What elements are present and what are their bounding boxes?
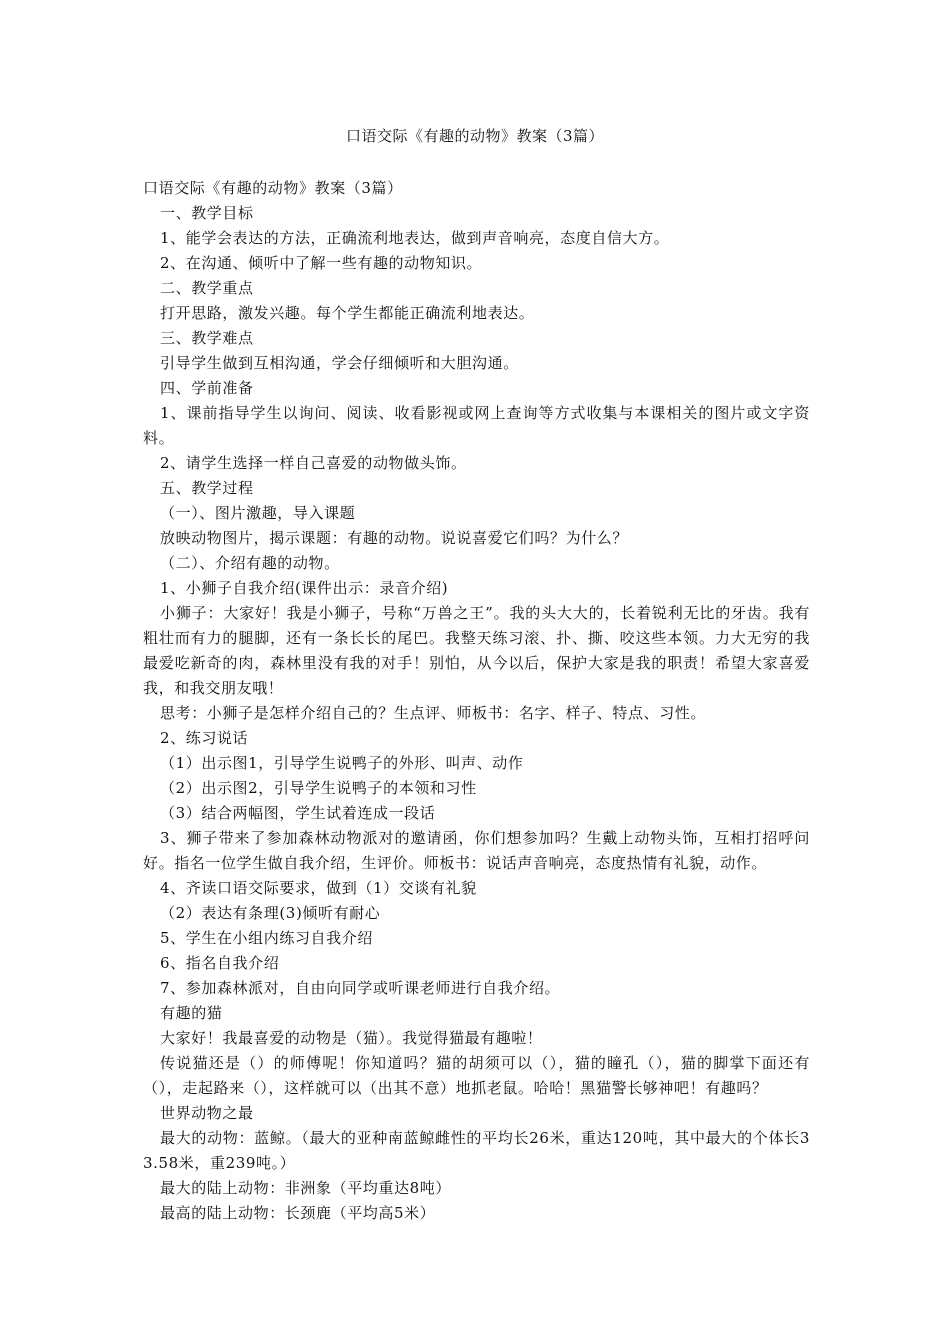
document-paragraph: 四、学前准备 (160, 379, 254, 397)
document-paragraph: 世界动物之最 (160, 1104, 254, 1122)
document-paragraph: 2、练习说话 (160, 729, 249, 747)
document-paragraph: 打开思路，激发兴趣。每个学生都能正确流利地表达。 (160, 304, 535, 322)
document-paragraph: 3、狮子带来了参加森林动物派对的邀请函，你们想参加吗？生戴上动物头饰，互相打招呼问好。指名一位学生做自我介绍，生评价。师板书：说话声音响亮，态度热情有礼貌，动作。 (143, 829, 810, 872)
document-paragraph: 最大的动物：蓝鲸。（最大的亚种南蓝鲸雌性的平均长26米，重达120吨，其中最大的个体长33.58米，重239吨。） (143, 1129, 810, 1172)
document-paragraph: 1、小狮子自我介绍(课件出示：录音介绍) (160, 579, 449, 597)
document-paragraph: 放映动物图片，揭示课题：有趣的动物。说说喜爱它们吗？为什么？ (160, 529, 629, 547)
document-paragraph: （3）结合两幅图，学生试着连成一段话 (160, 804, 436, 822)
document-paragraph: 6、指名自我介绍 (160, 954, 280, 972)
document-paragraph: （2）出示图2，引导学生说鸭子的本领和习性 (160, 779, 477, 797)
document-paragraph: 五、教学过程 (160, 479, 254, 497)
document-paragraph: 2、请学生选择一样自己喜爱的动物做头饰。 (160, 454, 467, 472)
document-paragraph: 传说猫还是（）的师傅呢！你知道吗？猫的胡须可以（），猫的瞳孔（），猫的脚掌下面还有（），走起路来（），这样就可以（出其不意）地抓老鼠。哈哈！黑猫警长够神吧！有趣吗？ (143, 1054, 810, 1097)
document-paragraph: 思考：小狮子是怎样介绍自己的？生点评、师板书：名字、样子、特点、习性。 (160, 704, 707, 722)
document-paragraph: 1、能学会表达的方法，正确流利地表达，做到声音响亮，态度自信大方。 (160, 229, 670, 247)
document-paragraph: 5、学生在小组内练习自我介绍 (160, 929, 373, 947)
document-paragraph: 2、在沟通、倾听中了解一些有趣的动物知识。 (160, 254, 483, 272)
document-paragraph: 最高的陆上动物：长颈鹿（平均高5米） (160, 1204, 436, 1222)
document-paragraph: 1、课前指导学生以询问、阅读、收看影视或网上查询等方式收集与本课相关的图片或文字资料。 (143, 404, 810, 447)
document-paragraph: 小狮子：大家好！我是小狮子，号称“万兽之王”。我的头大大的，长着锐利无比的牙齿。我有粗壮而有力的腿脚，还有一条长长的尾巴。我整天练习滚、扑、撕、咬这些本领。力大无穷的我最爱吃新奇的肉，森林里没有我的对手！别怕，从今以后，保护大家是我的职责！希望大家喜爱我，和我交朋友哦！ (143, 604, 810, 697)
document-paragraph: 引导学生做到互相沟通，学会仔细倾听和大胆沟通。 (160, 354, 519, 372)
document-paragraph: 大家好！我最喜爱的动物是（猫）。我觉得猫最有趣啦！ (160, 1029, 543, 1047)
document-paragraph: （1）出示图1，引导学生说鸭子的外形、叫声、动作 (160, 754, 524, 772)
document-paragraph: （二）、介绍有趣的动物。 (160, 554, 340, 572)
document-paragraph: 最大的陆上动物：非洲象（平均重达8吨） (160, 1179, 451, 1197)
document-paragraph: 7、参加森林派对，自由向同学或听课老师进行自我介绍。 (160, 979, 561, 997)
document-paragraph: 二、教学重点 (160, 279, 254, 297)
document-paragraph: 三、教学难点 (160, 329, 254, 347)
document-paragraph: 口语交际《有趣的动物》教案（3篇） (143, 179, 403, 197)
document-title: 口语交际《有趣的动物》教案（3篇） (345, 127, 605, 145)
document-paragraph: 4、齐读口语交际要求，做到（1）交谈有礼貌 (160, 879, 477, 897)
document-paragraph: （2）表达有条理(3)倾听有耐心 (160, 904, 381, 922)
document-body (143, 176, 810, 1226)
document-paragraph: 有趣的猫 (160, 1004, 223, 1022)
document-paragraph: 一、教学目标 (160, 204, 254, 222)
document-paragraph: （一）、图片激趣，导入课题 (160, 504, 356, 522)
